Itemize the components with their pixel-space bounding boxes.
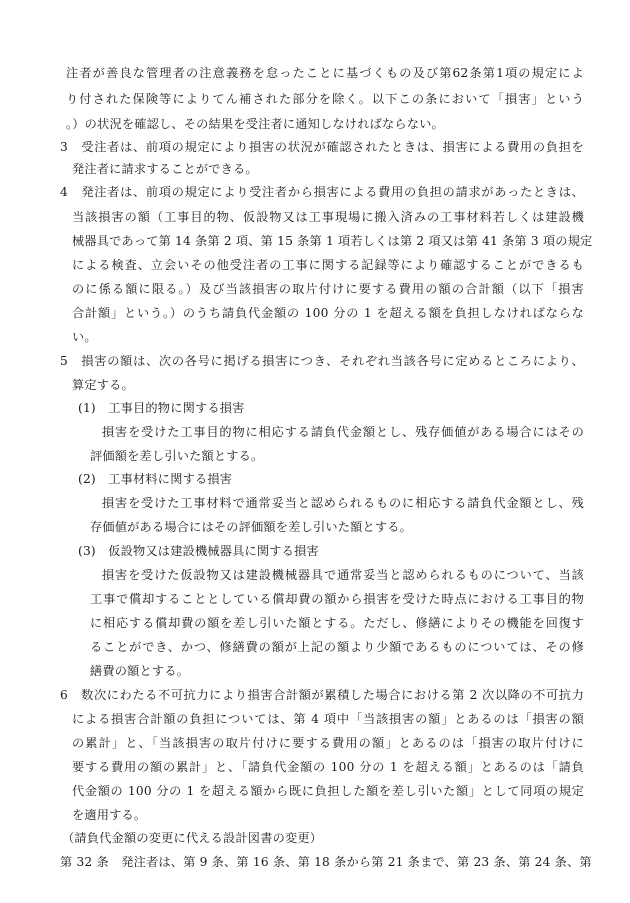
text-line: い。	[72, 330, 97, 344]
text-line: 損害を受けた仮設物又は建設機械器具で通常妥当と認められるものについて、当該	[102, 568, 584, 582]
text-line: 繕費の額とする。	[90, 664, 190, 678]
text-line: 存価値がある場合にはその評価額を差し引いた額とする。	[90, 520, 413, 534]
text-line: 算定する。	[72, 378, 134, 392]
text-line: 4 発注者は、前項の規定により受注者から損害による費用の負担の請求があったときは、	[60, 185, 584, 199]
item-heading: (1) 工事目的物に関する損害	[78, 401, 245, 415]
text-line: のに係る額に限る。）及び当該損害の取片付けに要する費用の額の合計額（以下「損害	[72, 282, 584, 296]
text-line: 合計額」という。）のうち請負代金額の 100 分の 1 を超える額を負担しなければならな	[72, 306, 584, 320]
article-32-caption: （請負代金額の変更に代える設計図書の変更）	[62, 831, 323, 845]
text-line: による検査、立会いその他受注者の工事に関する記録等により確認することができるも	[72, 258, 584, 272]
text-line: 第 32 条 発注者は、第 9 条、第 16 条、第 18 条から第 21 条まで、第 23 条、第 24 条、第	[60, 855, 592, 869]
text-line: 3 受注者は、前項の規定により損害の状況が確認されたときは、損害による費用の負担を	[60, 140, 584, 154]
text-line: による損害合計額の負担については、第 4 項中「当該損害の額」とあるのは「損害の額	[72, 712, 584, 726]
text-line: 注者が善良な管理者の注意義務を怠ったことに基づくもの及び第62条第1項の規定によ	[66, 66, 584, 80]
text-line: 当該損害の額（工事目的物、仮設物又は工事現場に搬入済みの工事材料若しくは建設機	[72, 210, 584, 224]
text-line: ることができ、かつ、修繕費の額が上記の額より少額であるものについては、その修	[90, 640, 584, 654]
text-line: り付された保険等によりてん補された部分を除く。以下この条において「損害」という	[66, 92, 584, 106]
text-line: 6 数次にわたる不可抗力により損害合計額が累積した場合における第 2 次以降の不可抗力	[60, 688, 584, 702]
text-line: 工事で償却することとしている償却費の額から損害を受けた時点における工事目的物	[90, 592, 584, 606]
text-line: 損害を受けた工事材料で通常妥当と認められるものに相応する請負代金額とし、残	[102, 496, 584, 510]
text-line: 械器具であって第 14 条第 2 項、第 15 条第 1 項若しくは第 2 項又は第 41 条第 3 項の規定	[72, 234, 593, 248]
text-line: 5 損害の額は、次の各号に掲げる損害につき、それぞれ当該各号に定めるところにより、	[60, 354, 584, 368]
text-line: を適用する。	[72, 808, 147, 822]
text-line: 代金額の 100 分の 1 を超える額から既に負担した額を差し引いた額」として同項の規定	[72, 784, 584, 798]
text-line: に相応する償却費の額を差し引いた額とする。ただし、修繕によりその機能を回復す	[90, 616, 584, 630]
text-line: 評価額を差し引いた額とする。	[90, 449, 264, 463]
text-line: 発注者に請求することができる。	[72, 162, 258, 176]
text-line: の累計」と、「当該損害の取片付けに要する費用の額」とあるのは「損害の取片付けに	[72, 736, 584, 750]
item-heading: (2) 工事材料に関する損害	[78, 472, 233, 486]
text-line: 。）の状況を確認し、その結果を受注者に通知しなければならない。	[66, 117, 444, 131]
text-line: 要する費用の額の累計」と、「請負代金額の 100 分の 1 を超える額」とあるのは「請負	[72, 760, 584, 774]
item-heading: (3) 仮設物又は建設機械器具に関する損害	[78, 544, 319, 558]
text-line: 損害を受けた工事目的物に相応する請負代金額とし、残存価値がある場合にはその	[102, 425, 584, 439]
